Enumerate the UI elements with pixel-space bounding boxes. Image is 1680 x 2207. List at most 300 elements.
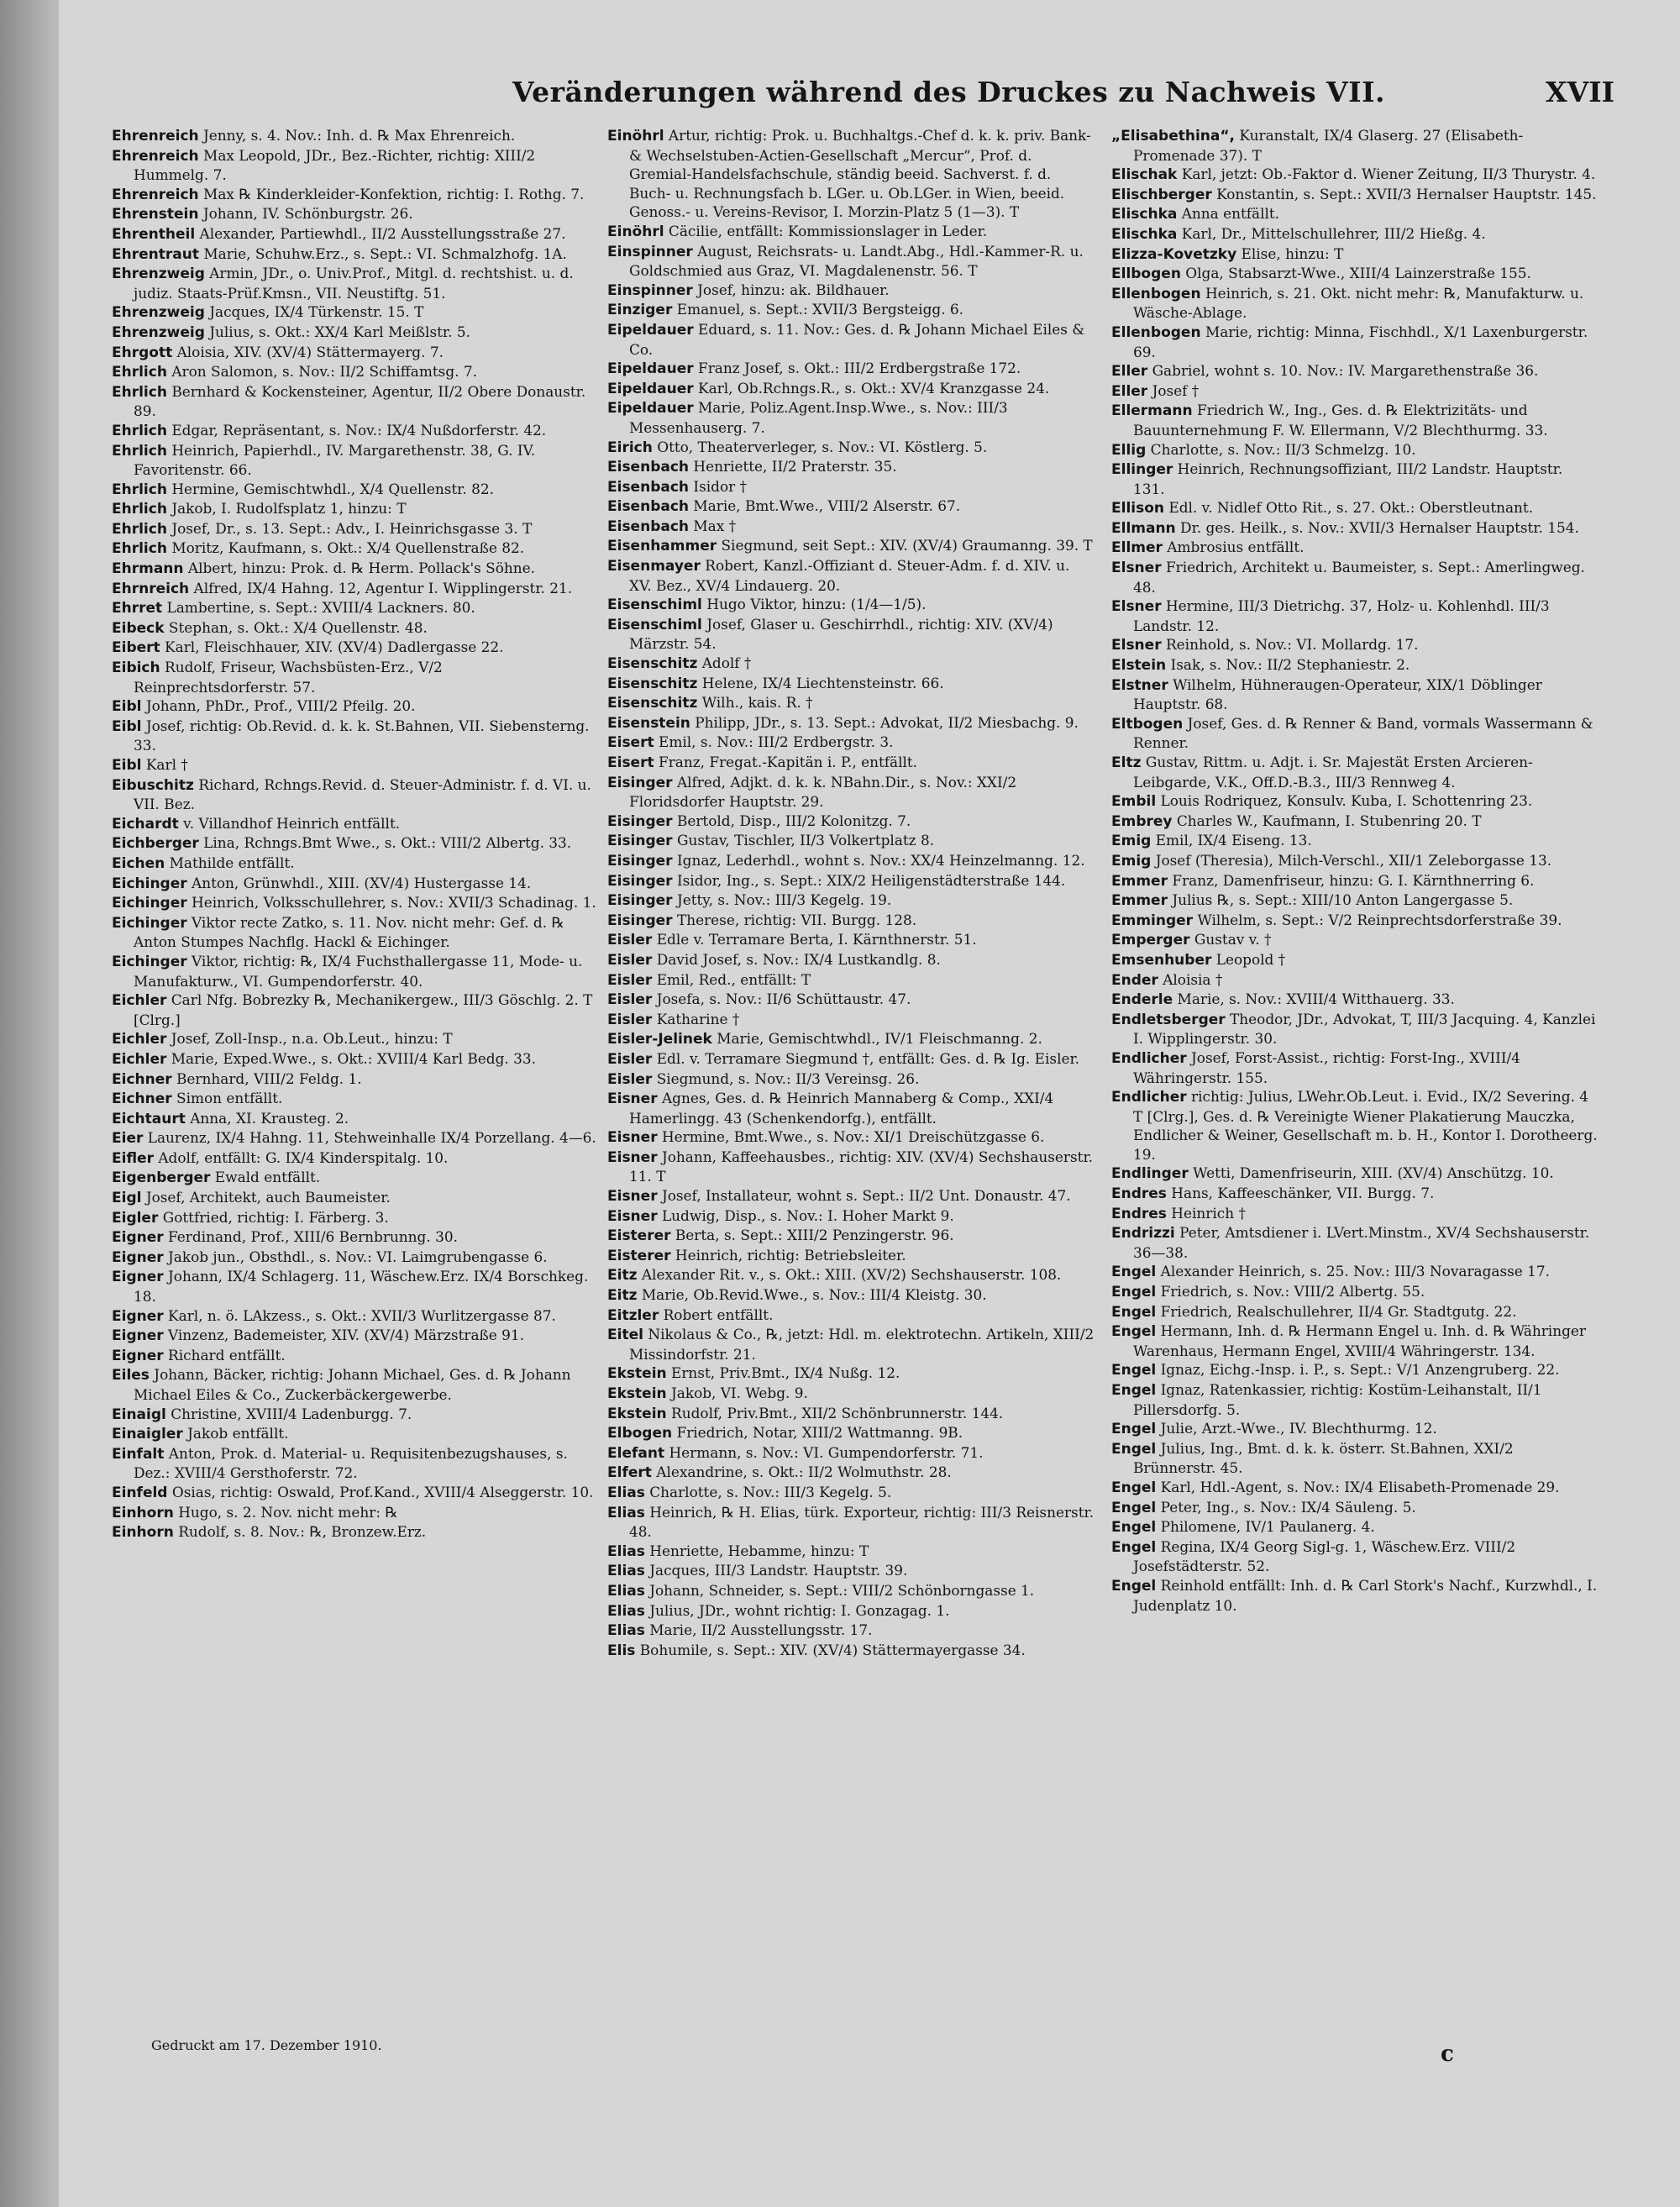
entry-name: Ender — [1111, 971, 1158, 989]
directory-entry — [1111, 284, 1599, 323]
entry-text: Isidor † — [693, 477, 748, 495]
directory-entry — [607, 1069, 1095, 1090]
entry-text: Alexander, Partiewhdl., II/2 Ausstellungsstraße 27. — [199, 224, 566, 242]
directory-entry — [607, 1186, 1095, 1206]
entry-text: Jacques, III/3 Landstr. Hauptstr. 39. — [649, 1562, 908, 1579]
entry-name: Eisenschitz — [607, 695, 698, 712]
entry-text: Gottfried, richtig: I. Färberg. 3. — [162, 1208, 389, 1226]
directory-entry — [112, 1326, 599, 1346]
entry-text: richtig: Julius, LWehr.Ob.Leut. i. Evid., IX/2 Severing. 4 T [Clrg.], Ges. d. ℞ Vereinigte Wiener Plakatierung Mauczka, Endlicher & Weiner, Gesellschaft m. b. H., Kontor I. Dorotheerg. 19. — [1133, 1088, 1598, 1163]
directory-entry — [607, 320, 1095, 359]
entry-name: Eipeldauer — [607, 400, 694, 418]
entry-name: Ehrlich — [112, 442, 167, 460]
entry-name: Eisinger — [607, 812, 673, 830]
directory-entry — [607, 126, 1095, 222]
entry-text: Vinzenz, Bademeister, XIV. (XV/4) Märzstraße 91. — [168, 1327, 525, 1344]
entry-name: Elias — [607, 1563, 645, 1580]
entry-name: Elias — [607, 1542, 645, 1560]
directory-entry — [607, 281, 1095, 301]
entry-text: Rudolf, Friseur, Wachsbüsten-Erz., V/2 Reinprechtsdorferstr. 57. — [134, 659, 443, 696]
directory-entry — [112, 658, 599, 696]
entry-name: Eisenstein — [607, 714, 690, 732]
directory-entry — [1111, 655, 1599, 675]
entry-text: Kuranstalt, IX/4 Glaserg. 27 (Elisabeth-Promenade 37). T — [1133, 127, 1524, 164]
entry-text: Adolf † — [701, 654, 752, 672]
entry-text: Edgar, Repräsentant, s. Nov.: IX/4 Nußdorferstr. 42. — [171, 421, 547, 439]
directory-entry — [607, 1384, 1095, 1404]
entry-name: Eltbogen — [1111, 715, 1184, 733]
entry-name: Ehrret — [112, 600, 163, 617]
entry-text: Siegmund, s. Nov.: II/3 Vereinsg. 26. — [656, 1069, 920, 1087]
entry-text: Friedrich, s. Nov.: VIII/2 Albertg. 55. — [1160, 1283, 1425, 1301]
entry-text: Alfred, IX/4 Hahng. 12, Agentur I. Wipplingerstr. 21. — [193, 579, 573, 596]
directory-entry — [607, 693, 1095, 713]
entry-name: Endlicher — [1111, 1049, 1187, 1067]
entry-name: Einziger — [607, 302, 673, 319]
entry-text: Marie, Poliz.Agent.Insp.Wwe., s. Nov.: III/3 Messenhauserg. 7. — [629, 399, 1008, 436]
directory-entry — [607, 930, 1095, 950]
directory-entry — [607, 438, 1095, 458]
directory-entry — [1111, 1380, 1599, 1419]
entry-name: Eisler — [607, 1011, 653, 1028]
entry-name: Eigenberger — [112, 1169, 211, 1187]
entry-text: Bohumile, s. Sept.: XIV. (XV/4) Stättermayergasse 34. — [639, 1641, 1026, 1658]
entry-text: Josef, Installateur, wohnt s. Sept.: II/2 Unt. Donaustr. 47. — [661, 1187, 1071, 1205]
directory-entry — [1111, 891, 1599, 911]
directory-entry — [1111, 970, 1599, 991]
entry-name: Eisner — [607, 1188, 658, 1206]
entry-name: Ehrlich — [112, 383, 167, 401]
entry-name: Engel — [1111, 1479, 1157, 1496]
entry-name: Eigner — [112, 1229, 164, 1247]
entry-name: Emperger — [1111, 932, 1190, 949]
entry-name: Eisinger — [607, 833, 673, 850]
directory-entry — [607, 851, 1095, 871]
entry-text: Heinrich, s. 21. Okt. nicht mehr: ℞, Manufakturw. u. Wäsche-Ablage. — [1133, 284, 1584, 322]
entry-name: Endlicher — [1111, 1089, 1187, 1106]
entry-text: Helene, IX/4 Liechtensteinstr. 66. — [701, 674, 944, 691]
entry-name: Ehrentraut — [112, 245, 199, 263]
entry-name: Eipeldauer — [607, 360, 694, 378]
directory-entry — [112, 244, 599, 265]
page-binding-edge — [0, 0, 59, 2207]
entry-name: Eisler — [607, 971, 653, 989]
entry-text: Richard, Rchngs.Revid. d. Steuer-Administr. f. d. VI. u. VII. Bez. — [134, 775, 591, 813]
entry-text: Henriette, II/2 Praterstr. 35. — [693, 458, 897, 476]
directory-entry — [1111, 518, 1599, 539]
entry-text: Josefa, s. Nov.: II/6 Schüttaustr. 47. — [656, 991, 911, 1008]
entry-name: Eichtaurt — [112, 1110, 186, 1127]
entry-text: Elise, hinzu: T — [1241, 244, 1344, 262]
entry-name: Ehrmann — [112, 560, 184, 578]
directory-entry — [112, 913, 599, 952]
entry-name: Elefant — [607, 1444, 665, 1462]
directory-entry — [112, 854, 599, 874]
entry-name: Elias — [607, 1582, 645, 1600]
entry-name: Ehrlich — [112, 520, 167, 538]
entry-text: Wilhelm, s. Sept.: V/2 Reinprechtsdorferstraße 39. — [1197, 911, 1562, 928]
entry-name: Eisenbach — [607, 498, 690, 516]
entry-text: Lambertine, s. Sept.: XVIII/4 Lackners. 80. — [166, 599, 475, 617]
directory-page — [59, 0, 1680, 2207]
entry-name: Eier — [112, 1130, 144, 1148]
entry-name: Emminger — [1111, 912, 1194, 929]
entry-text: Karl, Ob.Rchngs.R., s. Okt.: XV/4 Kranzgasse 24. — [698, 379, 1050, 397]
entry-name: Eipeldauer — [607, 380, 694, 397]
directory-entry — [112, 1365, 599, 1404]
entry-text: Regina, IX/4 Georg Sigl-g. 1, Wäschew.Erz. VIII/2 Josefstädterstr. 52. — [1133, 1537, 1516, 1575]
entry-name: Einöhrl — [607, 128, 664, 145]
entry-name: Eibich — [112, 659, 160, 677]
entry-name: Eichardt — [112, 815, 179, 833]
entry-text: Max † — [693, 517, 737, 534]
entry-name: Engel — [1111, 1284, 1157, 1301]
entry-text: Hermann, s. Nov.: VI. Gumpendorferstr. 71. — [669, 1443, 984, 1461]
directory-entry — [1111, 714, 1599, 753]
entry-name: Eisinger — [607, 872, 673, 890]
entry-text: Moritz, Kaufmann, s. Okt.: X/4 Quellenstraße 82. — [171, 539, 525, 557]
entry-name: Eibert — [112, 639, 160, 657]
entry-text: Philipp, JDr., s. 13. Sept.: Advokat, II/2 Miesbachg. 9. — [695, 713, 1079, 731]
entry-text: Philomene, IV/1 Paulanerg. 4. — [1160, 1518, 1375, 1536]
entry-text: Mathilde entfällt. — [169, 854, 295, 871]
directory-entry — [112, 264, 599, 302]
directory-entry — [112, 559, 599, 579]
entry-name: Eisler — [607, 951, 653, 969]
entry-name: Eifler — [112, 1149, 154, 1167]
directory-entry — [1111, 1282, 1599, 1302]
entry-name: Eisert — [607, 754, 654, 771]
entry-text: Franz, Fregat.-Kapitän i. P., entfällt. — [658, 754, 918, 770]
entry-name: Eichberger — [112, 835, 199, 853]
entry-text: Max Leopold, JDr., Bez.-Richter, richtig: XIII/2 Hummelg. 7. — [134, 146, 536, 184]
entry-text: Alfred, Adjkt. d. k. k. NBahn.Dir., s. Nov.: XXI/2 Floridsdorfer Hauptstr. 29. — [629, 773, 1017, 811]
entry-text: Anton, Prok. d. Material- u. Requisitenbezugshauses, s. Dez.: XVIII/4 Gersthoferstr. 72. — [134, 1444, 568, 1482]
directory-entry — [607, 1206, 1095, 1227]
directory-entry — [1111, 323, 1599, 361]
entry-text: Isak, s. Nov.: II/2 Stephaniestr. 2. — [1170, 656, 1410, 674]
entry-text: Hugo, s. 2. Nov. nicht mehr: ℞ — [178, 1503, 398, 1521]
directory-entry — [112, 717, 599, 755]
entry-text: Franz Josef, s. Okt.: III/2 Erdbergstraße 172. — [698, 360, 1021, 377]
directory-entry — [607, 773, 1095, 812]
directory-entry — [1111, 635, 1599, 655]
directory-entry — [1111, 1419, 1599, 1439]
entry-name: Ehrgott — [112, 344, 173, 361]
entry-text: Julius ℞, s. Sept.: XIII/10 Anton Langergasse 5. — [1172, 891, 1514, 909]
entry-text: Heinrich † — [1171, 1204, 1246, 1222]
entry-name: Engel — [1111, 1519, 1157, 1537]
entry-name: Ellenbogen — [1111, 323, 1201, 341]
directory-entry — [112, 1522, 599, 1542]
entry-text: Jacques, IX/4 Türkenstr. 15. T — [209, 303, 424, 321]
entry-name: Eltz — [1111, 754, 1142, 771]
directory-entry — [1111, 1010, 1599, 1048]
entry-name: Eisenschiml — [607, 596, 702, 614]
directory-entry — [112, 814, 599, 834]
entry-text: Dr. ges. Heilk., s. Nov.: XVII/3 Hernalser Hauptstr. 154. — [1180, 518, 1579, 536]
directory-entry — [607, 1089, 1095, 1127]
directory-entry — [1111, 812, 1599, 832]
directory-entry — [1111, 126, 1599, 165]
directory-entry — [112, 362, 599, 382]
entry-text: Hermine, Gemischtwhdl., X/4 Quellenstr. 82. — [171, 480, 495, 497]
directory-entry — [1111, 1537, 1599, 1576]
entry-text: Josef † — [1152, 381, 1200, 399]
directory-entry — [607, 1601, 1095, 1621]
entry-text: Jakob, VI. Webg. 9. — [671, 1385, 808, 1401]
entry-text: Franz, Damenfriseur, hinzu: G. I. Kärnthnerring 6. — [1172, 871, 1535, 889]
entry-text: Aloisia, XIV. (XV/4) Stättermayerg. 7. — [176, 343, 444, 360]
entry-text: Robert entfällt. — [663, 1306, 774, 1323]
directory-entry — [607, 477, 1095, 497]
entry-text: Konstantin, s. Sept.: XVII/3 Hernalser Hauptstr. 145. — [1216, 185, 1597, 202]
directory-entry — [607, 1561, 1095, 1581]
entry-text: Gustav v. † — [1194, 931, 1272, 948]
entry-name: Eisler — [607, 991, 653, 1009]
entry-name: Einspinner — [607, 243, 693, 260]
entry-text: Alexander Rit. v., s. Okt.: XIII. (XV/2) Sechshauserstr. 108. — [641, 1266, 1062, 1284]
entry-text: Hans, Kaffeeschänker, VII. Burgg. 7. — [1171, 1185, 1435, 1202]
directory-entry — [112, 598, 599, 618]
entry-text: Julius, Ing., Bmt. d. k. k. österr. St.Bahnen, XXI/2 Brünnerstr. 45. — [1133, 1439, 1514, 1477]
entry-text: Marie, Ob.Revid.Wwe., s. Nov.: III/4 Kleistg. 30. — [641, 1286, 987, 1304]
entry-text: Emil, s. Nov.: III/2 Erdbergstr. 3. — [658, 733, 894, 751]
entry-text: Julius, s. Okt.: XX/4 Karl Meißlstr. 5. — [209, 323, 470, 340]
entry-text: Max ℞ Kinderkleider-Konfektion, richtig: I. Rothg. 7. — [203, 185, 585, 202]
entry-name: Eichler — [112, 1031, 167, 1048]
directory-entry — [607, 1404, 1095, 1424]
entry-name: Elsner — [1111, 560, 1162, 577]
entry-name: Elischka — [1111, 225, 1178, 243]
entry-text: Karl, n. ö. LAkzess., s. Okt.: XVII/3 Wurlitzergasse 87. — [168, 1306, 556, 1324]
directory-entry — [607, 1641, 1095, 1661]
entry-text: Bernhard & Kockensteiner, Agentur, II/2 Obere Donaustr. 89. — [134, 382, 586, 420]
entry-text: Otto, Theaterverleger, s. Nov.: VI. Köstlerg. 5. — [657, 438, 988, 455]
entry-name: Elsner — [1111, 637, 1162, 654]
entry-name: Eller — [1111, 363, 1148, 381]
entry-name: Ehrenstein — [112, 206, 199, 223]
entry-text: Gustav, Rittm. u. Adjt. i. Sr. Majestät Ersten Arcieren-Leibgarde, V.K., Off.D.-B.3., III/3 Rennweg 4. — [1133, 754, 1533, 791]
entry-name: Eitz — [607, 1287, 638, 1305]
entry-name: Eitzler — [607, 1306, 659, 1324]
directory-entry — [607, 713, 1095, 733]
entry-name: Emig — [1111, 852, 1152, 870]
entry-name: Engel — [1111, 1264, 1157, 1281]
directory-entry — [112, 343, 599, 363]
directory-entry — [607, 1443, 1095, 1463]
entry-text: Karl, Dr., Mittelschullehrer, III/2 Hießg. 4. — [1181, 224, 1486, 242]
entry-text: Julius, JDr., wohnt richtig: I. Gonzagag. 1. — [649, 1601, 950, 1619]
entry-name: Eisler — [607, 1070, 653, 1088]
entry-text: Hermine, Bmt.Wwe., s. Nov.: XI/1 Dreischützgasse 6. — [661, 1128, 1045, 1146]
entry-text: Christine, XVIII/4 Ladenburgg. 7. — [171, 1405, 412, 1422]
directory-entry — [607, 1226, 1095, 1246]
directory-entry — [1111, 1439, 1599, 1478]
entry-name: Engel — [1111, 1577, 1157, 1595]
directory-entry — [112, 539, 599, 559]
directory-entry — [1111, 1322, 1599, 1360]
directory-entry — [112, 893, 599, 913]
directory-entry — [1111, 381, 1599, 402]
entry-name: Eichner — [112, 1070, 172, 1088]
entry-name: Ehrenreich — [112, 186, 199, 203]
directory-entry — [112, 1346, 599, 1366]
entry-name: Eibl — [112, 698, 142, 716]
entry-text: Rudolf, Priv.Bmt., XII/2 Schönbrunnerstr. 144. — [671, 1404, 1004, 1421]
entry-text: Artur, richtig: Prok. u. Buchhaltgs.-Chef d. k. k. priv. Bank- & Wechselstuben-Actien-Gesellschaft „Mercur“, Prof. d. Gremial-Handelsfachschule, ständig beeid. Sachverst. f. d. Buch- u. Rechnungsfach b. LGer. u. Ob.LGer. in Wien, beeid. Genoss.- u. Vereins-Revisor, I. Morzin-Platz 5 (1—3). T — [629, 127, 1091, 221]
entry-name: Elbogen — [607, 1425, 673, 1442]
directory-entry — [1111, 1360, 1599, 1380]
entry-name: Eichler — [112, 992, 167, 1010]
entry-text: Josef, Ges. d. ℞ Renner & Band, vormals Wassermann & Renner. — [1133, 714, 1593, 752]
directory-entry — [1111, 498, 1599, 518]
entry-text: Julie, Arzt.-Wwe., IV. Blechthurmg. 12. — [1160, 1420, 1437, 1437]
directory-entry — [112, 1168, 599, 1188]
entry-name: Elias — [607, 1622, 645, 1640]
directory-entry — [607, 398, 1095, 437]
directory-entry — [112, 874, 599, 894]
entry-text: Adolf, entfällt: G. IX/4 Kinderspitalg. 10. — [158, 1148, 449, 1166]
entry-text: Heinrich, richtig: Betriebsleiter. — [675, 1246, 906, 1264]
directory-entry — [1111, 1576, 1599, 1615]
entry-name: Einfalt — [112, 1445, 165, 1463]
directory-entry — [112, 499, 599, 519]
directory-entry — [112, 1029, 599, 1049]
entry-text: Marie, s. Nov.: XVIII/4 Witthauerg. 33. — [1177, 991, 1455, 1008]
directory-entry — [1111, 1204, 1599, 1224]
entry-name: Eigner — [112, 1248, 164, 1266]
entry-name: Ellmann — [1111, 519, 1176, 537]
directory-entry — [1111, 950, 1599, 970]
entry-name: Eitel — [607, 1327, 643, 1344]
directory-entry — [1111, 1262, 1599, 1282]
entry-name: Eisterer — [607, 1247, 671, 1264]
entry-text: Henriette, Hebamme, hinzu: T — [649, 1542, 869, 1559]
directory-entry — [607, 595, 1095, 615]
entry-name: Eichinger — [112, 953, 187, 970]
entry-name: Eichinger — [112, 875, 187, 892]
directory-entry — [607, 1621, 1095, 1641]
entry-text: Richard entfällt. — [168, 1346, 286, 1364]
entry-text: Nikolaus & Co., ℞, jetzt: Hdl. m. elektrotechn. Artikeln, XIII/2 Missindorfstr. 21. — [629, 1326, 1095, 1363]
entry-text: Ignaz, Lederhdl., wohnt s. Nov.: XX/4 Heinzelmanng. 12. — [676, 851, 1085, 869]
directory-entry — [112, 1405, 599, 1425]
entry-name: Engel — [1111, 1323, 1157, 1341]
directory-entry — [112, 1424, 599, 1444]
entry-text: Katharine † — [656, 1010, 740, 1027]
directory-entry — [607, 1049, 1095, 1069]
entry-text: Olga, Stabsarzt-Wwe., XIII/4 Lainzerstraße 155. — [1185, 265, 1531, 282]
entry-text: Karl, Hdl.-Agent, s. Nov.: IX/4 Elisabeth-Promenade 29. — [1160, 1478, 1560, 1495]
entry-text: Aron Salomon, s. Nov.: II/2 Schiffamtsg. 7. — [171, 363, 478, 381]
entry-name: Enderle — [1111, 991, 1173, 1009]
entry-name: Eiles — [112, 1367, 150, 1385]
directory-entry — [607, 517, 1095, 537]
directory-entry — [607, 831, 1095, 851]
entry-name: Eisner — [607, 1148, 658, 1166]
entry-text: Ernst, Priv.Bmt., IX/4 Nußg. 12. — [671, 1364, 900, 1382]
directory-entry — [1111, 851, 1599, 871]
entry-name: Ellinger — [1111, 461, 1173, 479]
directory-entry — [1111, 1164, 1599, 1184]
entry-text: Josef, Zoll-Insp., n.a. Ob.Leut., hinzu: T — [171, 1030, 453, 1048]
directory-entry — [1111, 871, 1599, 891]
directory-entry — [112, 519, 599, 539]
directory-entry — [1111, 538, 1599, 558]
entry-text: Johann, Kaffeehausbes., richtig: XIV. (XV/4) Sechshauserstr. 11. T — [629, 1148, 1094, 1185]
entry-text: Johann, IX/4 Schlagerg. 11, Wäschew.Erz. IX/4 Borschkeg. 18. — [134, 1268, 589, 1306]
entry-name: Eisenhammer — [607, 538, 717, 555]
entry-text: Gustav, Tischler, II/3 Volkertplatz 8. — [676, 832, 935, 849]
entry-name: Eisler — [607, 932, 653, 949]
entry-name: Einhorn — [112, 1524, 174, 1542]
directory-entry — [112, 126, 599, 146]
entry-text: Bernhard, VIII/2 Feldg. 1. — [176, 1069, 362, 1087]
entry-text: Marie, Schuhw.Erz., s. Sept.: VI. Schmalzhofg. 1A. — [203, 244, 567, 262]
directory-entry — [112, 323, 599, 343]
directory-entry — [607, 950, 1095, 970]
entry-text: Jakob jun., Obsthdl., s. Nov.: VI. Laimgrubengasse 6. — [168, 1248, 548, 1265]
entry-text: Marie, Bmt.Wwe., VIII/2 Alserstr. 67. — [693, 497, 961, 515]
entry-text: Friedrich W., Ing., Ges. d. ℞ Elektrizitäts- und Bauunternehmung F. W. Ellermann, V/2 Blechthurmg. 33. — [1133, 402, 1548, 439]
entry-name: Eisinger — [607, 912, 673, 929]
directory-entry — [112, 1444, 599, 1483]
entry-text: Josef, Glaser u. Geschirrhdl., richtig: XIV. (XV/4) Märzstr. 54. — [629, 615, 1053, 653]
entry-text: Anna entfällt. — [1181, 205, 1280, 223]
entry-text: Edle v. Terramare Berta, I. Kärnthnerstr. 51. — [656, 931, 977, 948]
directory-entry — [112, 833, 599, 854]
entry-text: v. Villandhof Heinrich entfällt. — [183, 814, 401, 832]
directory-entry — [112, 991, 599, 1029]
directory-entry — [1111, 911, 1599, 931]
directory-entry — [1111, 1184, 1599, 1204]
entry-name: Embrey — [1111, 812, 1173, 830]
directory-entry — [112, 1109, 599, 1129]
entry-name: Eisenschiml — [607, 616, 702, 633]
signature-mark: c — [1441, 2041, 1454, 2067]
entry-text: Carl Nfg. Bobrezky ℞, Mechanikergew., III/3 Göschlg. 2. T [Clrg.] — [134, 991, 593, 1028]
page-number: XVII — [1546, 76, 1615, 108]
entry-name: Eisinger — [607, 774, 673, 791]
directory-entry — [1111, 1048, 1599, 1087]
entry-text: Edl. v. Nidlef Otto Rit., s. 27. Okt.: Oberstleutnant. — [1168, 499, 1534, 517]
directory-entry — [607, 1463, 1095, 1483]
directory-entry — [607, 1325, 1095, 1364]
entry-name: Elias — [607, 1602, 645, 1620]
entry-name: Elischka — [1111, 206, 1178, 223]
entry-text: Louis Rodriquez, Konsulv. Kuba, I. Schottenring 23. — [1160, 792, 1533, 810]
directory-entry — [1111, 1498, 1599, 1518]
entry-name: Engel — [1111, 1440, 1157, 1458]
entry-text: Wilhelm, Hühneraugen-Operateur, XIX/1 Döblinger Hauptstr. 68. — [1133, 675, 1542, 713]
entry-name: Eibl — [112, 757, 142, 774]
entry-name: Eisenbach — [607, 459, 690, 476]
entry-name: Elstein — [1111, 657, 1167, 675]
directory-entry — [607, 1364, 1095, 1384]
entry-text: Robert, Kanzl.-Offiziant d. Steuer-Adm. f. d. XIV. u. XV. Bez., XV/4 Lindauerg. 20. — [629, 557, 1070, 594]
directory-entry — [112, 775, 599, 814]
directory-entry — [112, 755, 599, 775]
entry-name: Eisner — [607, 1129, 658, 1147]
entry-name: Endres — [1111, 1185, 1167, 1203]
entry-text: Charlotte, s. Nov.: III/3 Kegelg. 5. — [649, 1483, 892, 1500]
entry-name: Eisler — [607, 1050, 653, 1068]
entry-text: Peter, Amtsdiener i. LVert.Minstm., XV/4 Sechshauserstr. 36—38. — [1133, 1224, 1590, 1261]
entry-text: Reinhold entfällt: Inh. d. ℞ Carl Stork's Nachf., Kurzwhdl., I. Judenplatz 10. — [1133, 1576, 1598, 1614]
entry-name: Eichen — [112, 854, 165, 872]
entry-name: Einhorn — [112, 1504, 174, 1521]
